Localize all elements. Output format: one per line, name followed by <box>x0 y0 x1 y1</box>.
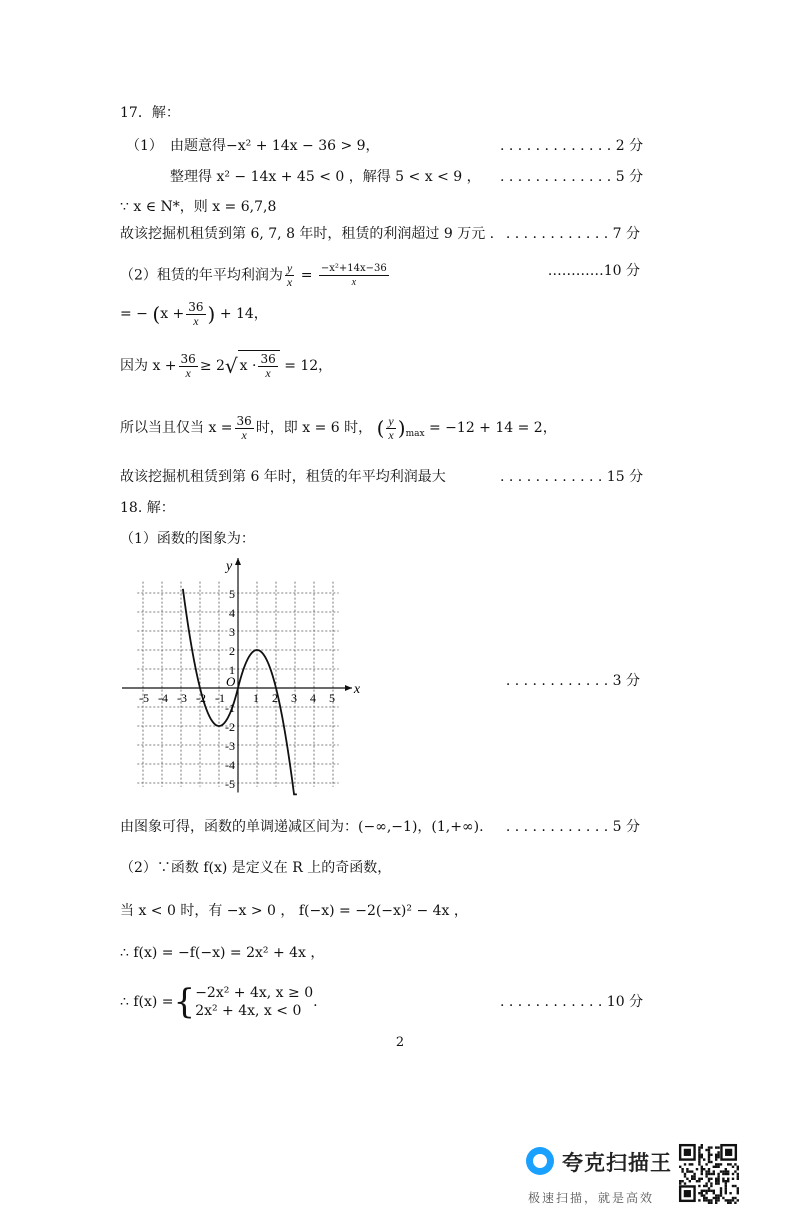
y-tick-label: -4 <box>225 758 235 772</box>
q18-part2-line4-score: . . . . . . . . . . . . 10 分 <box>500 994 644 1010</box>
y-tick-label: 4 <box>229 606 235 620</box>
x-tick-label: 5 <box>329 691 335 705</box>
y-tick-label: 5 <box>229 587 235 601</box>
y-tick-label: 3 <box>229 625 235 639</box>
x-axis-arrow <box>345 685 352 691</box>
x-axis-label: x <box>353 682 361 697</box>
y-axis-arrow <box>235 558 241 565</box>
q18-graph-score: . . . . . . . . . . . . 3 分 <box>505 673 640 689</box>
q18-part2-line2: 当 x < 0 时，有 −x > 0 ， f(−x) = −2(−x)² − 4x ， <box>120 903 468 919</box>
origin-label: O <box>226 674 236 689</box>
y-tick-label: -3 <box>225 739 235 753</box>
x-tick-label: 1 <box>253 691 259 705</box>
q17-part2-text: （2）租赁的年平均利润为 <box>120 267 283 284</box>
piecewise-cases: −2x² + 4x, x ≥ 0 2x² + 4x, x < 0 <box>195 985 314 1019</box>
y-axis-label: y <box>226 559 233 574</box>
x-tick-label: -2 <box>196 691 206 705</box>
x-tick-label: -3 <box>177 691 187 705</box>
fraction-y-over-x: $\frac{y}{x}$ <box>286 261 293 289</box>
x-tick-label: -4 <box>158 691 168 705</box>
q17-part1-line1-score: . . . . . . . . . . . . . 2 分 <box>500 138 644 154</box>
q18-part2-line1: （2）∵函数 f(x) 是定义在 R 上的奇函数， <box>120 860 392 876</box>
q18-part2-line3: ∴ f(x) = −f(−x) = 2x² + 4x ， <box>120 945 325 961</box>
fraction-profit: $\frac{\text{−x²+14x−36}}{x}$ <box>320 263 387 288</box>
function-graph <box>118 556 368 796</box>
qr-code-icon <box>678 1143 740 1205</box>
q17-part1-line4: 故该挖掘机租赁到第 6, 7, 8 年时，租赁的利润超过 9 万元 . <box>120 226 495 242</box>
q17-part1-line2-score: . . . . . . . . . . . . . 5 分 <box>500 169 644 185</box>
q18-heading: 18. 解： <box>120 500 175 516</box>
y-tick-label: -1 <box>225 701 235 715</box>
q17-part1-label: （1） <box>126 138 163 154</box>
x-tick-label: 4 <box>310 691 316 705</box>
q18-part2-line4: ∴ f(x) ={ −2x² + 4x, x ≥ 0 2x² + 4x, x < 0 . <box>120 982 318 1022</box>
scanner-logo-icon <box>526 1147 554 1175</box>
q18-part1-text: （1）函数的图象为： <box>120 531 255 547</box>
y-tick-label: -2 <box>225 720 235 734</box>
q17-part2-line2: = − (x + $\frac{36}{x}$ ) + 14， <box>120 299 268 328</box>
q17-part1-line1: 由题意得−x² + 14x − 36 > 9， <box>170 138 380 154</box>
q17-heading: 17．解： <box>120 105 180 121</box>
q17-part2-line5-score: . . . . . . . . . . . . 15 分 <box>500 469 644 485</box>
q17-part1-line3: ∵ x ∈ N*，则 x = 6,7,8 <box>120 199 277 215</box>
q17-part2-line3: 因为 x + $\frac{36}{x}$ ≥ 2√ x · $\frac{36}{x}$ = 12， <box>120 351 333 380</box>
page-number: 2 <box>395 1035 405 1050</box>
y-tick-label: 2 <box>229 644 235 658</box>
q17-part1-line4-score: . . . . . . . . . . . . 7 分 <box>505 226 640 242</box>
x-tick-label: 2 <box>272 691 278 705</box>
q18-part1-conclusion-score: . . . . . . . . . . . . 5 分 <box>505 819 640 835</box>
q17-part1-line2: 整理得 x² − 14x + 45 < 0 ，解得 5 < x < 9 ， <box>170 169 481 185</box>
y-tick-label: -5 <box>225 777 235 791</box>
q17-part2-line5: 故该挖掘机租赁到第 6 年时，租赁的年平均利润最大 <box>120 469 446 485</box>
q17-part2-line1-score: …………10 分 <box>547 263 640 279</box>
x-tick-label: 3 <box>291 691 297 705</box>
q17-part2-line1: （2）租赁的年平均利润为 $\frac{y}{x}$ = $\frac{\text{−x²+14x−36}}{x}$ <box>120 261 387 289</box>
watermark-subtitle: 极速扫描，就是高效 <box>528 1191 655 1205</box>
q17-part2-line4: 所以当且仅当 x = $\frac{36}{x}$ 时，即 x = 6 时， ( $\frac{y}{x}$ )$_{max} = -12 + 14 = 2$， <box>120 413 557 442</box>
x-tick-label: -5 <box>139 691 149 705</box>
watermark-title: 夸克扫描王 <box>562 1151 672 1175</box>
y-tick-label: 1 <box>229 663 235 677</box>
x-tick-label: -1 <box>215 691 225 705</box>
q18-part1-conclusion: 由图象可得，函数的单调递减区间为：(−∞,−1)，(1,+∞). <box>120 819 484 835</box>
